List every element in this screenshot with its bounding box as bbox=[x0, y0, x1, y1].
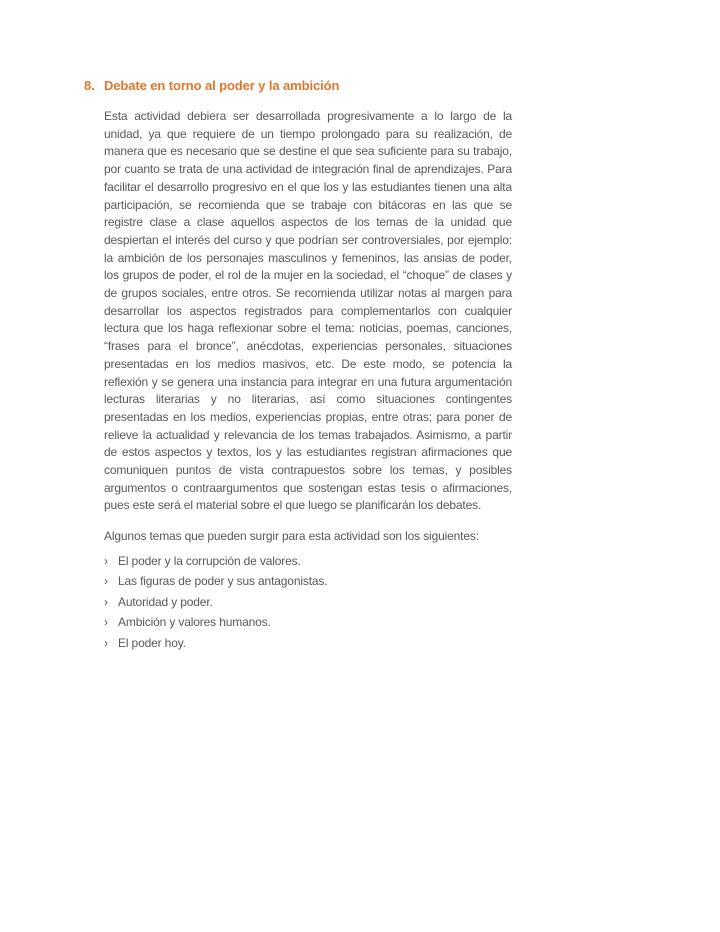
activity-heading bbox=[84, 77, 514, 95]
topics-list bbox=[104, 553, 514, 653]
activity-description: Esta actividad debiera ser desarrollada progresivamente a lo largo de la unidad, ya que requiere de un tiempo prolongado para su realización, de manera que es necesario que se destine el que sea suficiente para su trabajo, por cuanto se trata de una actividad de integración final de aprendizajes. Para facilitar el desarrollo progresivo en el que los y las estudiantes tienen una alta participación, se recomienda que se trabaje con bitácoras en las que se registre clase a clase aquellos aspectos de los temas de la unidad que despiertan el interés del curso y que podrían ser controversiales, por ejemplo: la ambición de los personajes masculinos y femeninos, las ansias de poder, los grupos de poder, el rol de la mujer en la sociedad, el “choque” de clases y de grupos sociales, entre otros. Se recomienda utilizar notas al margen para desarrollar los aspectos registrados para complementarlos con cualquier lectura que los haga reflexionar sobre el tema: noticias, poemas, canciones, “frases para el bronce”, anécdotas, experiencias personales, situaciones presentadas en los medios masivos, etc. De este modo, se potencia la reflexión y se genera una instancia para integrar en una futura argumentación lecturas literarias y no literarias, así como situaciones contingentes presentadas en los medios, experiencias propias, entre otras; para poner de relieve la actualidad y relevancia de los temas trabajados. Asimismo, a partir de estos aspectos y textos, los y las estudiantes registran afirmaciones que comuniquen puntos de vista contrapuestos sobre los temas, y posibles argumentos o contraargumentos que sostengan estas tesis o afirmaciones, pues este será el material sobre el que luego se planificarán los debates. bbox=[104, 109, 512, 513]
activity-title: Debate en torno al poder y la ambición bbox=[104, 78, 340, 93]
list-item bbox=[104, 573, 514, 591]
list-item-label: Ambición y valores humanos. bbox=[118, 615, 271, 630]
bullet-marker: › bbox=[104, 553, 108, 568]
activity-section bbox=[84, 77, 514, 655]
list-item bbox=[104, 594, 514, 612]
activity-number: 8. bbox=[84, 78, 95, 93]
list-item-label: Autoridad y poder. bbox=[118, 594, 213, 609]
bullet-marker: › bbox=[104, 615, 108, 630]
list-item-label: El poder hoy. bbox=[118, 635, 186, 650]
bullet-marker: › bbox=[104, 574, 108, 589]
list-item bbox=[104, 614, 514, 632]
list-item-label: El poder y la corrupción de valores. bbox=[118, 553, 301, 568]
list-item-label: Las figuras de poder y sus antagonistas. bbox=[118, 574, 328, 589]
topics-intro: Algunos temas que pueden surgir para esta actividad son los siguientes: bbox=[104, 529, 479, 544]
bullet-marker: › bbox=[104, 635, 108, 650]
bullet-marker: › bbox=[104, 594, 108, 609]
list-item bbox=[104, 635, 514, 653]
list-item bbox=[104, 553, 514, 571]
